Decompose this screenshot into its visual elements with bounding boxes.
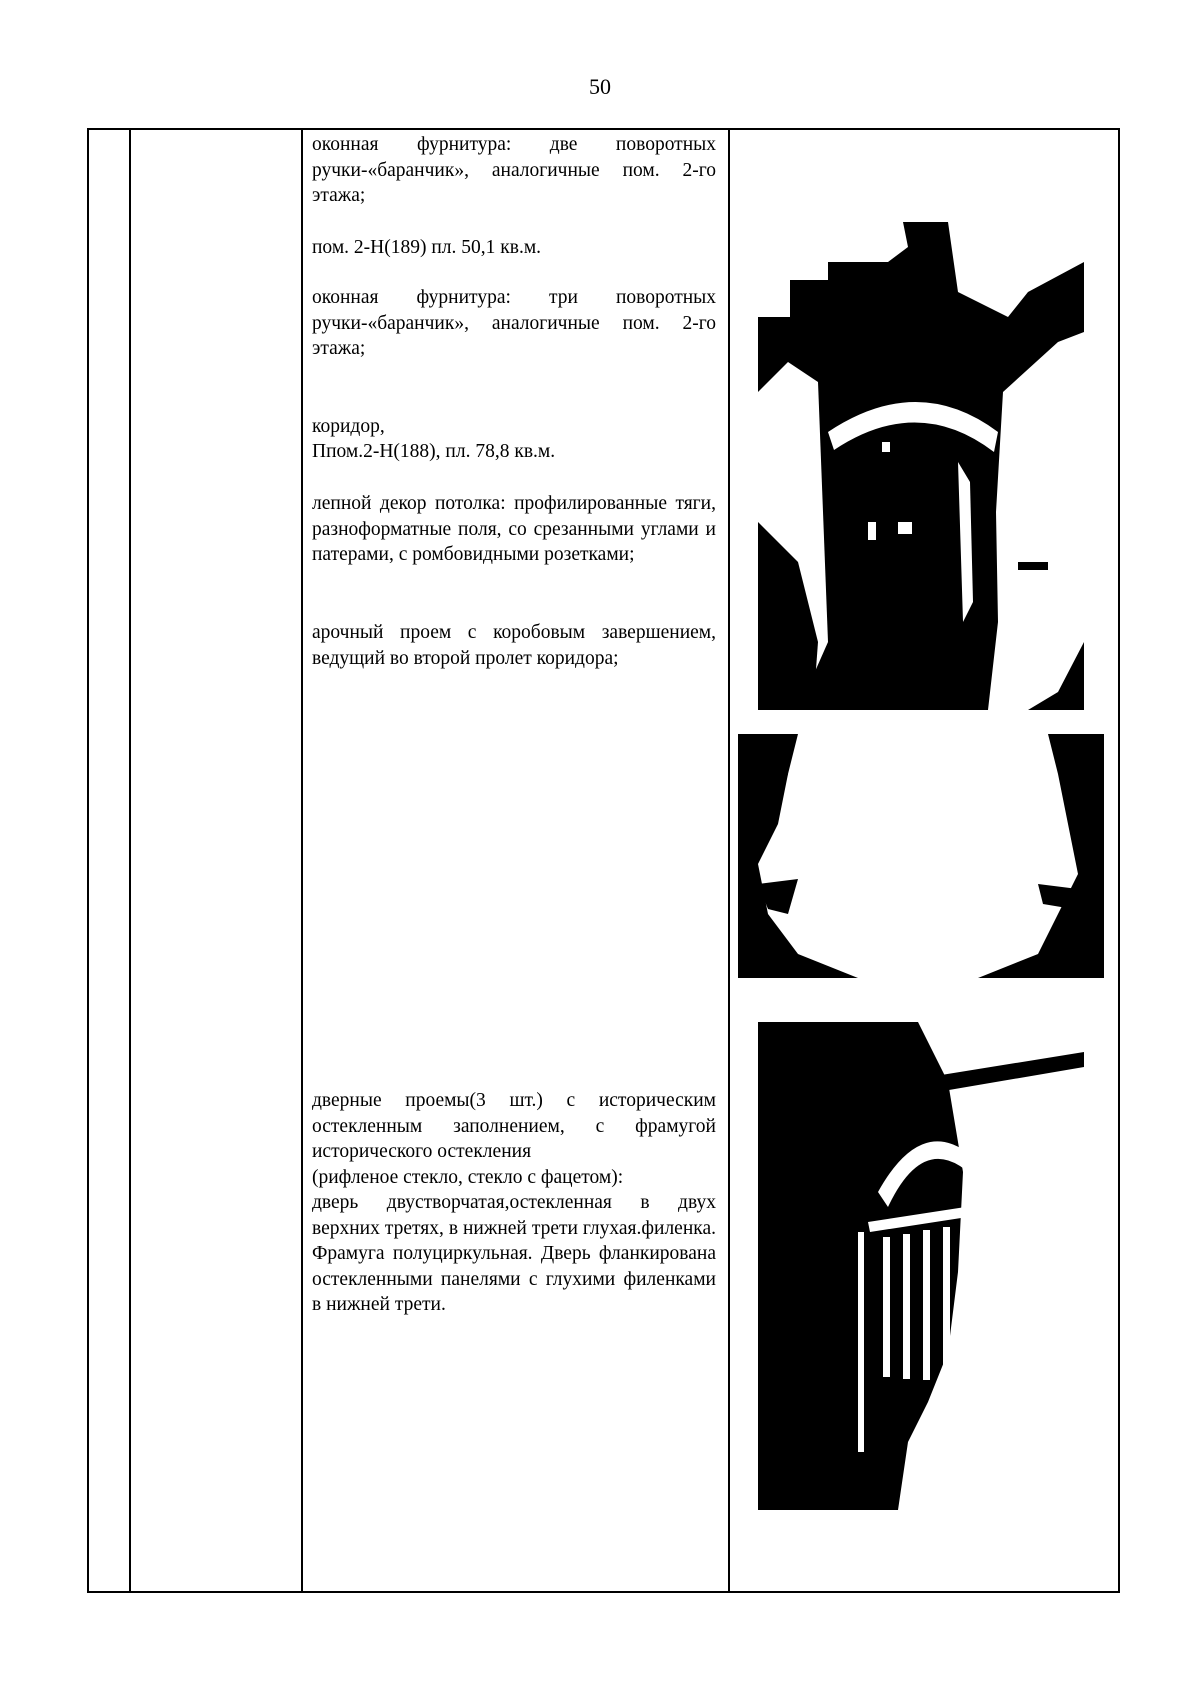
glazed-door-photo (758, 1022, 1084, 1510)
table-right-border (1118, 128, 1120, 1593)
paragraph-room-189: пом. 2-Н(189) пл. 50,1 кв.м. (312, 237, 542, 258)
table-top-border (87, 128, 1120, 130)
table-bottom-border (87, 1591, 1120, 1593)
paragraph-room-188: Ппом.2-Н(188), пл. 78,8 кв.м. (312, 441, 556, 462)
paragraph-door-description: дверь двустворчатая,остекленная в двух верхних третях, в нижней трети глухая.филенка. Фрамуга полуциркульная. Дверь фланкирована остекленными панелями с глухими филенками в нижней трети. (312, 1192, 716, 1315)
paragraph-corridor: коридор, (312, 416, 385, 437)
paragraph-glass-types: (рифленое стекло, стекло с фацетом): (312, 1167, 624, 1188)
paragraph-ceiling-decor: лепной декор потолка: профилированные тяги, разноформатные поля, со срезанными углами и патерами, с ромбовидными розетками; (312, 493, 716, 565)
paragraph-door-openings: дверные проемы(3 шт.) с историческим остекленным заполнением, с фрамугой исторического остекления (312, 1090, 716, 1162)
paragraph-window-fittings-two: оконная фурнитура: две поворотных ручки-«баранчик», аналогичные пом. 2-го этажа; (312, 134, 716, 206)
page-number: 50 (589, 74, 611, 99)
column-divider-2 (301, 128, 303, 1593)
paragraph-window-fittings-three: оконная фурнитура: три поворотных ручки-«баранчик», аналогичные пом. 2-го этажа; (312, 287, 716, 359)
table-left-border (87, 128, 89, 1593)
ceiling-decor-photo (738, 734, 1104, 978)
corridor-arch-photo (758, 222, 1084, 710)
column-divider-1 (129, 128, 131, 1593)
paragraph-arched-opening: арочный проем с коробовым завершением, ведущий во второй пролет коридора; (312, 622, 716, 669)
column-divider-3 (728, 128, 730, 1593)
